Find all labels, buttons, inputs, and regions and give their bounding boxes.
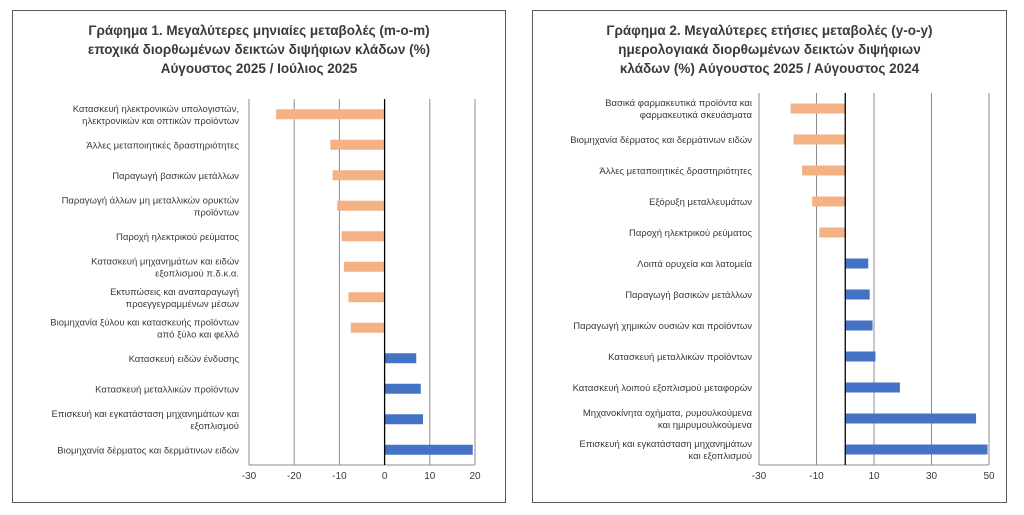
category-label-5 (91, 256, 239, 279)
category-label-line: Επισκευή και εγκατάσταση μηχανημάτων (579, 439, 752, 450)
bar-2 (802, 166, 845, 176)
category-label-line: Κατασκευή μεταλλικών προϊόντων (608, 352, 752, 363)
category-label-1 (570, 135, 752, 146)
category-label-line: Παραγωγή βασικών μετάλλων (112, 170, 239, 182)
chart-2-plot (533, 11, 1006, 502)
category-label-line: Κατασκευή μηχανημάτων και ειδών (91, 256, 239, 268)
category-label-6 (110, 287, 239, 310)
category-label-line: Κατασκευή ειδών ένδυσης (128, 353, 239, 365)
bar-10 (845, 414, 976, 424)
category-label-line: φαρμακευτικά σκευάσματα (639, 110, 752, 121)
x-tick-label-1: -10 (809, 471, 824, 482)
category-label-line: Εξόρυξη μεταλλευμάτων (649, 197, 752, 208)
bar-0 (791, 104, 846, 114)
category-label-10 (52, 409, 239, 432)
category-label-8 (129, 354, 240, 365)
category-label-7 (50, 317, 239, 340)
bar-2 (333, 170, 385, 180)
category-label-line: Επισκευή και εγκατάσταση μηχανημάτων και (51, 408, 239, 420)
category-label-6 (625, 290, 752, 301)
category-label-7 (573, 321, 752, 332)
bar-6 (348, 292, 384, 302)
category-label-line: Άλλες μεταποιητικές δραστηριότητες (86, 140, 239, 152)
category-label-line: Βιομηχανία δέρματος και δερμάτινων ειδών (57, 445, 239, 457)
category-label-11 (57, 445, 239, 456)
chart-2-title-line-1: Γράφημα 2. Μεγαλύτερες ετήσιες μεταβολές (y-o-y) (606, 23, 933, 38)
x-tick-label-4: 10 (424, 471, 436, 482)
bar-10 (385, 414, 423, 424)
x-tick-label-3: 0 (381, 471, 388, 482)
x-tick-label-1: -20 (286, 471, 302, 482)
bar-5 (845, 259, 868, 269)
bar-4 (342, 231, 385, 241)
bar-8 (845, 352, 875, 362)
category-label-10 (583, 408, 753, 431)
category-label-line: Κατασκευή ηλεκτρονικών υπολογιστών, (72, 103, 239, 115)
bar-1 (330, 140, 384, 150)
category-label-line: Παροχή ηλεκτρικού ρεύματος (628, 228, 752, 239)
bar-7 (845, 321, 872, 331)
category-label-9 (95, 384, 239, 395)
chart-1-plot (13, 11, 505, 502)
bar-9 (385, 384, 421, 394)
category-label-line: προϊόντων (193, 207, 239, 219)
category-label-2 (112, 171, 239, 182)
category-label-line: και εξοπλισμού (688, 451, 752, 462)
category-label-line: Κατασκευή λοιπού εξοπλισμού μεταφορών (572, 383, 752, 394)
category-label-0 (73, 104, 240, 127)
x-tick-label-5: 20 (469, 471, 481, 482)
category-label-line: και ημιρυμουλκούμενα (657, 420, 752, 431)
category-label-line: Παραγωγή χημικών ουσιών και προϊόντων (573, 321, 752, 332)
category-label-line: εξοπλισμού π.δ.κ.α. (155, 268, 239, 280)
category-label-line: εξοπλισμού (190, 420, 239, 432)
chart-panel-2 (532, 10, 1007, 503)
category-label-line: Βασικά φαρμακευτικά προϊόντα και (605, 98, 752, 109)
chart-2-title-line-2: ημερολογιακά διορθωμένων δεικτών διψήφιων (618, 42, 921, 57)
bar-5 (344, 262, 385, 272)
bar-4 (819, 228, 845, 238)
bar-1 (794, 135, 846, 145)
category-label-line: ηλεκτρονικών και οπτικών προϊόντων (82, 115, 239, 127)
category-label-4 (116, 232, 239, 243)
category-label-line: προεγγεγραμμένων μέσων (125, 298, 239, 310)
category-label-2 (599, 166, 752, 177)
category-label-line: Βιομηχανία δέρματος και δερμάτινων ειδών (570, 135, 752, 146)
bar-11 (385, 445, 473, 455)
category-label-8 (608, 352, 752, 363)
category-label-3 (649, 197, 752, 208)
bar-7 (351, 323, 385, 333)
bar-6 (845, 290, 869, 300)
chart-1-title-line-3: Αύγουστος 2025 / Ιούλιος 2025 (160, 61, 358, 76)
bar-8 (385, 353, 417, 363)
x-tick-label-0: -30 (751, 471, 767, 482)
bar-3 (337, 201, 384, 211)
category-label-line: Λοιπά ορυχεία και λατομεία (637, 259, 752, 270)
category-label-9 (573, 383, 753, 394)
bar-11 (845, 445, 987, 455)
category-label-line: Παραγωγή βασικών μετάλλων (625, 290, 752, 301)
category-label-3 (62, 195, 240, 218)
x-tick-label-0: -30 (241, 471, 257, 482)
bar-9 (845, 383, 900, 393)
chart-panel-1 (12, 10, 506, 503)
x-tick-label-4: 50 (983, 471, 995, 482)
category-label-line: Βιομηχανία ξύλου και κατασκευής προϊόντων (50, 317, 239, 329)
category-label-line: Άλλες μεταποιητικές δραστηριότητες (599, 166, 752, 177)
category-label-line: Παραγωγή άλλων μη μεταλλικών ορυκτών (61, 195, 239, 207)
chart-1-title-line-2: εποχικά διορθωμένων δεικτών διψήφιων κλάδων (%) (87, 42, 431, 57)
bar-0 (276, 109, 384, 119)
category-label-line: Κατασκευή μεταλλικών προϊόντων (95, 384, 239, 396)
x-tick-label-3: 30 (925, 471, 938, 482)
chart-1-title-line-1: Γράφημα 1. Μεγαλύτερες μηνιαίες μεταβολές (m-o-m) (88, 23, 430, 38)
x-tick-label-2: 10 (868, 471, 880, 482)
category-label-line: Παροχή ηλεκτρικού ρεύματος (115, 231, 239, 243)
category-label-4 (629, 228, 752, 239)
category-label-5 (637, 259, 752, 270)
category-label-line: Εκτυπώσεις και αναπαραγωγή (110, 286, 239, 298)
category-label-11 (579, 439, 752, 462)
category-label-line: από ξύλο και φελλό (157, 329, 239, 341)
category-label-1 (86, 140, 239, 151)
chart-2-title-line-3: κλάδων (%) Αύγουστος 2025 / Αύγουστος 2024 (619, 61, 920, 76)
category-label-0 (605, 98, 752, 121)
x-tick-label-2: -10 (332, 471, 347, 482)
category-label-line: Μηχανοκίνητα οχήματα, ρυμουλκούμενα (582, 408, 752, 419)
bar-3 (812, 197, 845, 207)
